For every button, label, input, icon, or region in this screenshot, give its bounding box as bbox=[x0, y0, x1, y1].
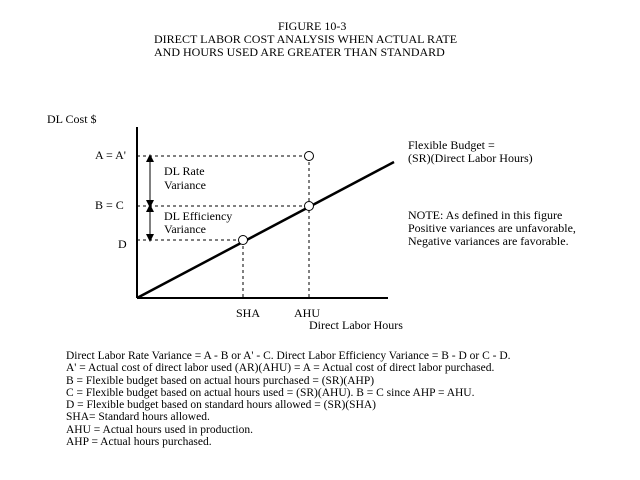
figure-number: FIGURE 10-3 bbox=[278, 19, 347, 33]
definition-line: Direct Labor Rate Variance = A - B or A' - C. Direct Labor Efficiency Variance = B - D or C - D. bbox=[66, 350, 511, 362]
note-line-2: Positive variances are unfavorable, bbox=[408, 221, 576, 235]
rate-variance-label-2: Variance bbox=[164, 178, 206, 192]
y-axis-label: DL Cost $ bbox=[47, 112, 97, 126]
note-line-1: NOTE: As defined in this figure bbox=[408, 208, 563, 222]
definition-line: A' = Actual cost of direct labor used (AR)(AHU) = A = Actual cost of direct labor purchased. bbox=[66, 362, 495, 375]
figure-title-line-2: AND HOURS USED ARE GREATER THAN STANDARD bbox=[154, 45, 445, 59]
definition-line: B = Flexible budget based on actual hours purchased = (SR)(AHP) bbox=[66, 374, 375, 387]
definition-line: SHA= Standard hours allowed. bbox=[66, 411, 210, 424]
note-line-3: Negative variances are favorable. bbox=[408, 234, 569, 248]
efficiency-variance-label-2: Variance bbox=[164, 222, 206, 236]
efficiency-variance-label-1: DL Efficiency bbox=[164, 209, 233, 223]
definition-line: C = Flexible budget based on actual hours used = (SR)(AHU). B = C since AHP = AHU. bbox=[66, 386, 475, 399]
y-tick-b-equals-c: B = C bbox=[95, 198, 124, 212]
y-tick-a-equals-a-prime: A = A' bbox=[95, 148, 126, 162]
x-tick-ahu: AHU bbox=[294, 306, 320, 320]
flexible-budget-label-1: Flexible Budget = bbox=[408, 138, 495, 152]
definition-line: AHU = Actual hours used in production. bbox=[66, 423, 253, 436]
point-a-prime bbox=[305, 152, 314, 161]
point-d bbox=[239, 236, 248, 245]
x-axis-label: Direct Labor Hours bbox=[309, 318, 403, 332]
rate-variance-label-1: DL Rate bbox=[164, 164, 205, 178]
x-tick-sha: SHA bbox=[236, 306, 261, 320]
y-tick-d: D bbox=[118, 237, 127, 251]
flexible-budget-label-2: (SR)(Direct Labor Hours) bbox=[408, 151, 533, 165]
point-c bbox=[305, 202, 314, 211]
figure-title-line-1: DIRECT LABOR COST ANALYSIS WHEN ACTUAL RATE bbox=[154, 32, 458, 46]
definitions-block bbox=[66, 350, 511, 448]
definition-line: AHP = Actual hours purchased. bbox=[66, 436, 212, 449]
definition-line: D = Flexible budget based on standard hours allowed = (SR)(SHA) bbox=[66, 399, 377, 412]
